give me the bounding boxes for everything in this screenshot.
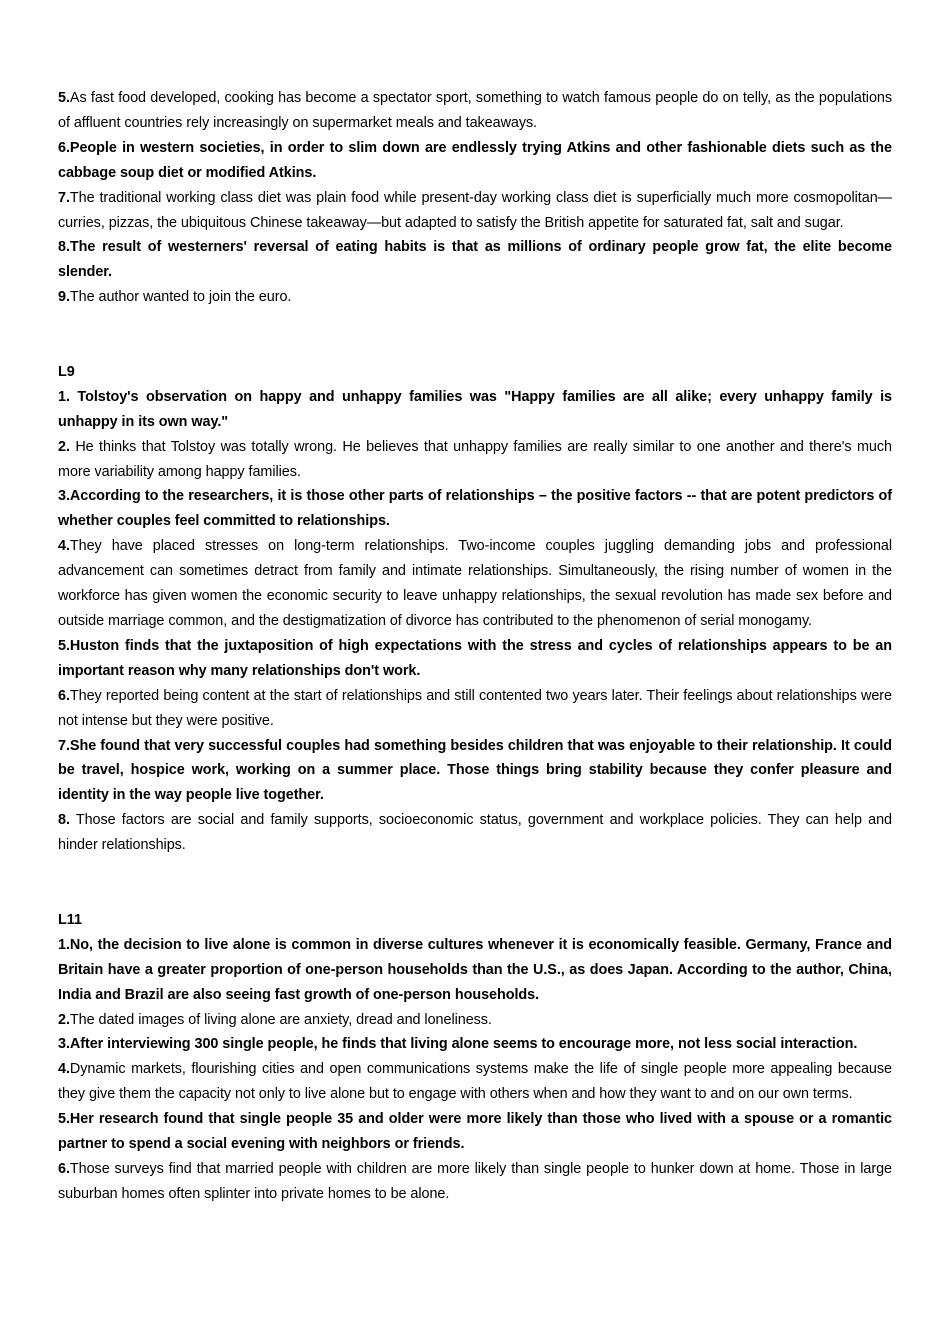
answer-item: 5.Huston finds that the juxtaposition of high expectations with the stress and cycles of relationships appears to be an important reason why many relationships don't work. [58,637,892,679]
section-l11 [58,908,892,1207]
section-l9 [58,360,892,858]
answer-item: 3.According to the researchers, it is those other parts of relationships – the positive factors -- that are potent predictors of whether couples feel committed to relationships. [58,488,892,530]
answer-item: 1.No, the decision to live alone is common in diverse cultures whenever it is economically feasible. Germany, France and Britain have a greater proportion of one-person households than the U.S., as does Japan. According to the author, China, India and Brazil are also seeing fast growth of one-person households. [58,936,892,1003]
answer-item: 8.The result of westerners' reversal of eating habits is that as millions of ordinary people grow fat, the elite become slender. [58,239,892,281]
answer-item: 3.After interviewing 300 single people, he finds that living alone seems to encourage more, not less social interaction. [58,1036,858,1053]
answer-item: 6.They reported being content at the start of relationships and still contented two years later. Their feelings about relationships were not intense but they were positive. [58,687,892,729]
answer-item: 7.The traditional working class diet was plain food while present-day working class diet is superficially much more cosmopolitan—curries, pizzas, the ubiquitous Chinese takeaway—but adapted to satisfy the British appetite for saturated fat, salt and sugar. [58,189,892,231]
answer-item: 1. Tolstoy's observation on happy and unhappy families was "Happy families are all alike; every unhappy family is unhappy in its own way." [58,388,892,430]
answer-item: 2. He thinks that Tolstoy was totally wrong. He believes that unhappy families are really similar to one another and there's much more variability among happy families. [58,438,892,480]
section-heading: L11 [58,911,83,928]
spacer [58,310,892,360]
answer-item: 5.Her research found that single people 35 and older were more likely than those who lived with a spouse or a romantic partner to spend a social evening with neighbors or friends. [58,1111,892,1153]
section-heading: L9 [58,363,75,380]
spacer [58,858,892,908]
answer-item: 6.People in western societies, in order to slim down are endlessly trying Atkins and other fashionable diets such as the cabbage soup diet or modified Atkins. [58,139,892,181]
document-page [58,86,892,1207]
answer-item: 4.Dynamic markets, flourishing cities and open communications systems make the life of single people more appealing because they give them the capacity not only to live alone but to engage with others when and how they want to and on our own terms. [58,1061,892,1103]
answer-item: 5.As fast food developed, cooking has become a spectator sport, something to watch famous people do on telly, as the populations of affluent countries rely increasingly on supermarket meals and takeaways. [58,90,892,131]
answer-item: 2.The dated images of living alone are anxiety, dread and loneliness. [58,1011,492,1028]
answer-item: 4.They have placed stresses on long-term relationships. Two-income couples juggling demanding jobs and professional advancement can sometimes detract from family and intimate relationships. Simultaneously, the rising number of women in the workforce has given women the economic security to leave unhappy relationships, the sexual revolution has made sex before and outside marriage common, and the destigmatization of divorce has contributed to the phenomenon of serial monogamy. [58,538,892,630]
answer-item: 7.She found that very successful couples had something besides children that was enjoyable to their relationship. It could be travel, hospice work, working on a summer place. Those things bring stability because they confer pleasure and identity in the way people live together. [58,737,892,804]
answer-item: 9.The author wanted to join the euro. [58,289,292,306]
answer-item: 8. Those factors are social and family supports, socioeconomic status, government and workplace policies. They can help and hinder relationships. [58,812,892,854]
section-previous [58,86,892,310]
answer-item: 6.Those surveys find that married people with children are more likely than single people to hunker down at home. Those in large suburban homes often splinter into private homes to be alone. [58,1160,892,1202]
